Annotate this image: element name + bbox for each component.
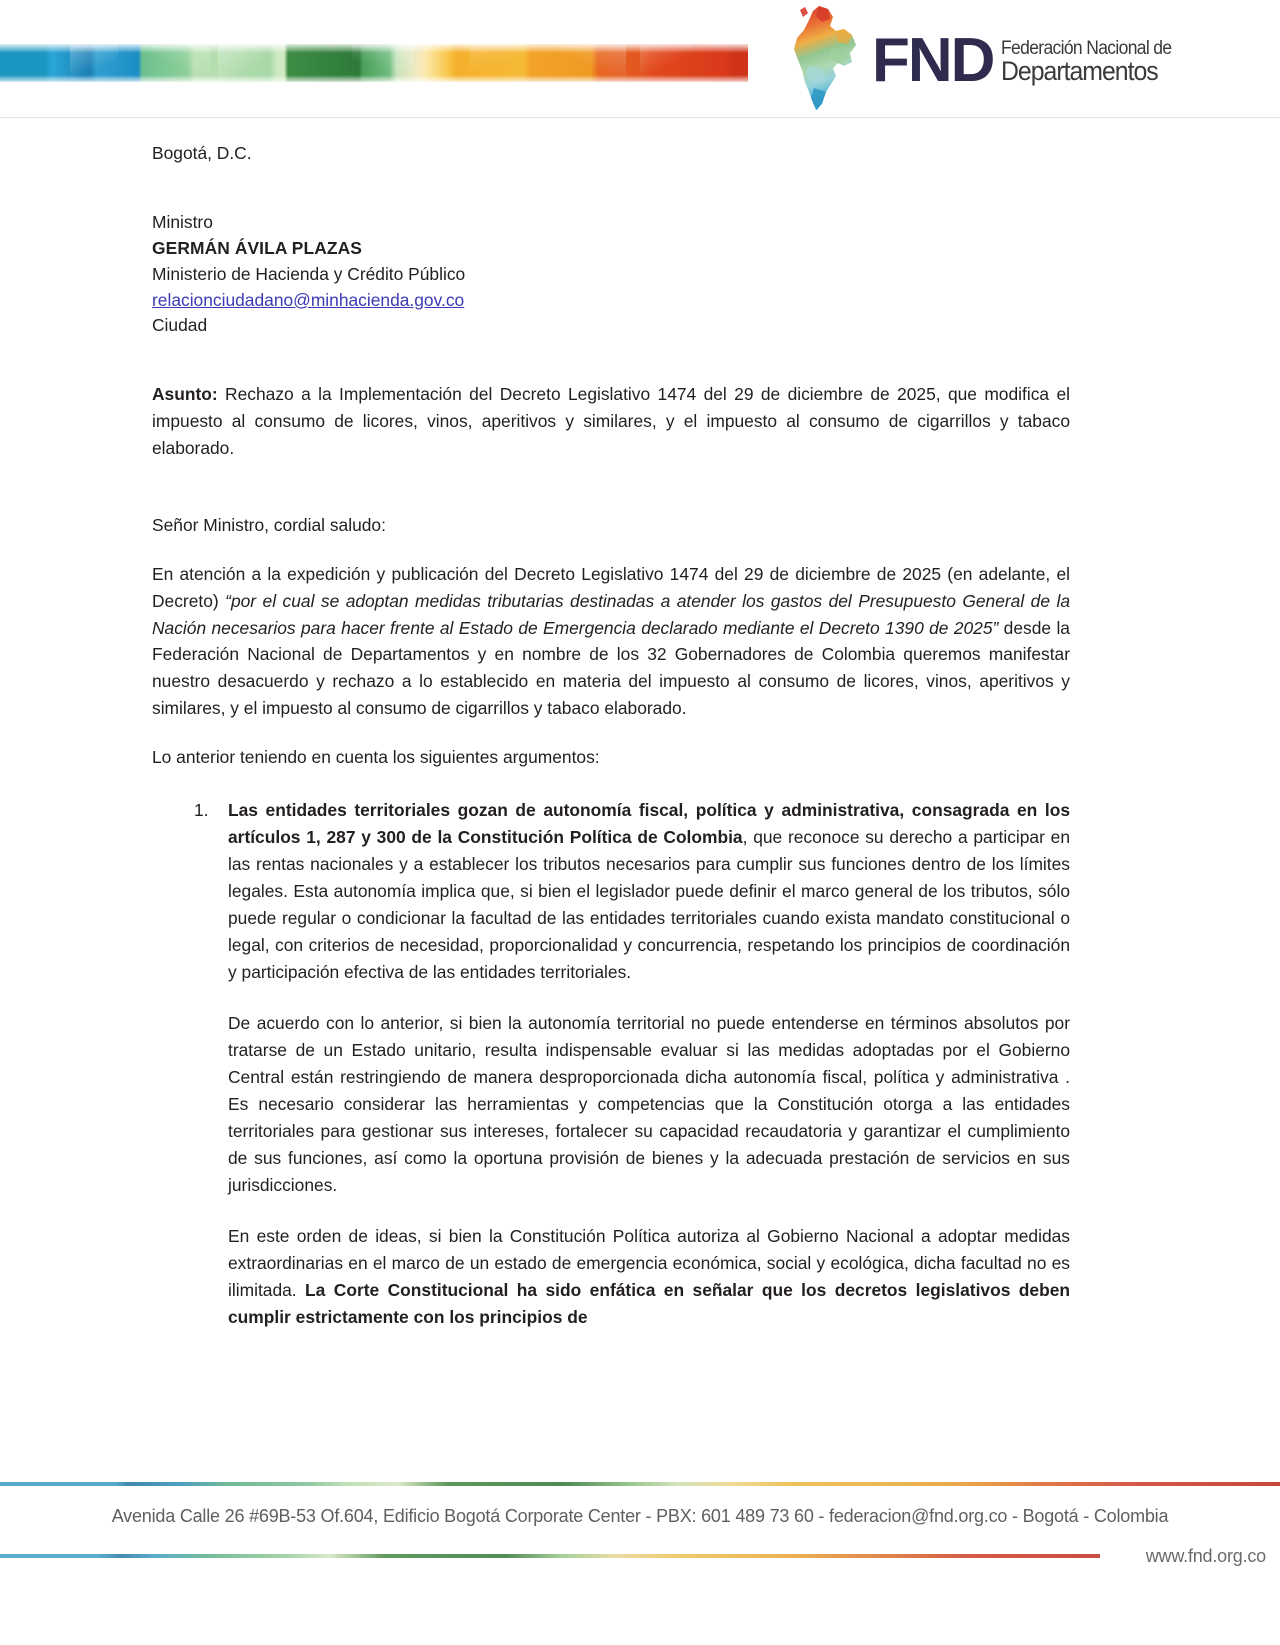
subject-text: Rechazo a la Implementación del Decreto Legislativo 1474 del 29 de diciembre de 2025, que modifica el impuesto al consumo de licores, vinos, aperitivos y similares, y el impuesto al consumo de cigarrillos y tabaco elaborado. [152,384,1070,459]
logo-acronym: FND [872,26,994,95]
arguments-list [152,797,1070,1330]
intro-decree-quote: “por el cual se adoptan medidas tributarias destinadas a atender los gastos del Presupuesto General de la Nación necesarios para hacer frente al Estado de Emergencia declarado mediante el Decreto 1390 de 2025” [152,590,1070,638]
fnd-logo [778,2,1178,114]
subject-label: Asunto: [152,384,218,405]
intro-paragraph [152,561,1070,723]
footer-address: Avenida Calle 26 #69B-53 Of.604, Edificio Bogotá Corporate Center - PBX: 601 489 73 60 - federacion@fnd.org.co - Bogotá - Colombia [111,1506,1169,1526]
page-footer [0,1458,1280,1645]
page-header [0,0,1280,118]
recipient-title: Ministro [152,212,213,233]
recipient-city: Ciudad [152,315,208,336]
item-1-rest: , que reconoce su derecho a participar en las rentas nacionales y a establecer los tributos necesarios para cumplir sus funciones dentro de los límites legales. Esta autonomía implica que, si bien el legislador puede definir el marco general de los tributos, sólo puede regular o condicionar la facultad de las entidades territoriales cuando exista mandato constitucional o legal, con criterios de necesidad, proporcionalidad y concurrencia, respetando los principios de coordinación y participación efectiva de las entidades territoriales. [228,827,1070,983]
item-3-bold-tail: La Corte Constitucional ha sido enfática en señalar que los decretos legislativos deben cumplir estrictamente con los principios de [228,1279,1070,1327]
item-3-lead: En este orden de ideas, si bien la Constitución Política autoriza al Gobierno Nacional a adoptar medidas extraordinarias en el marco de un estado de emergencia económica, social y ecológica, dicha facultad no es ilimitada. [228,1225,1070,1300]
item-1-bold-lead: Las entidades territoriales gozan de autonomía fiscal, política y administrativa, consagrada en los artículos 1, 287 y 300 de la Constitución Política de Colombia [228,800,1070,848]
footer-website: www.fnd.org.co [1145,1546,1266,1566]
greeting-line: Señor Ministro, cordial saludo: [152,515,386,536]
colombia-map-icon [778,4,864,112]
letter-body [152,140,1070,1331]
recipient-email-link[interactable]: relacionciudadano@minhacienda.gov.co [152,289,465,310]
list-item-paragraph-1 [228,797,1070,986]
footer-rule-top [0,1482,1280,1486]
intro-part-1: En atención a la expedición y publicación del Decreto Legislativo 1474 del 29 de diciembre de 2025 (en adelante, el Decreto) [152,563,1070,611]
list-item-paragraph-2: De acuerdo con lo anterior, si bien la autonomía territorial no puede entenderse en términos absolutos por tratarse de un Estado unitario, resulta indispensable evaluar si las medidas adoptadas por el Gobierno Central están restringiendo de manera desproporcionada dicha autonomía fiscal, política y administrativa . Es necesario considerar las herramientas y competencias que la Constitución otorga a las entidades territoriales para gestionar sus intereses, fortalecer su capacidad recaudatoria y garantizar el cumplimiento de sus funciones, así como la oportuna provisión de bienes y la adecuada prestación de servicios en sus jurisdicciones. [228,1013,1070,1195]
logo-name-line-1: Federación Nacional de [1001,37,1172,59]
footer-rule-bottom [0,1554,1100,1558]
date-line: Bogotá, D.C. [152,143,252,163]
logo-name-line-2: Departamentos [1001,55,1159,86]
recipient-entity: Ministerio de Hacienda y Crédito Público [152,263,466,284]
header-gradient-bar [0,44,748,82]
list-item-paragraph-3 [228,1223,1070,1331]
list-item [152,797,1070,1330]
lead-in-paragraph: Lo anterior teniendo en cuenta los siguientes argumentos: [152,747,600,768]
recipient-block [152,210,1070,339]
recipient-name: GERMÁN ÁVILA PLAZAS [152,238,362,259]
list-item-number: 1. [194,800,209,821]
subject-paragraph [152,381,1070,462]
document-page [0,118,1280,1458]
intro-part-2: desde la Federación Nacional de Departamentos y en nombre de los 32 Gobernadores de Colombia queremos manifestar nuestro desacuerdo y rechazo a lo establecido en materia del impuesto al consumo de licores, vinos, aperitivos y similares, y el impuesto al consumo de cigarrillos y tabaco elaborado. [152,617,1070,719]
